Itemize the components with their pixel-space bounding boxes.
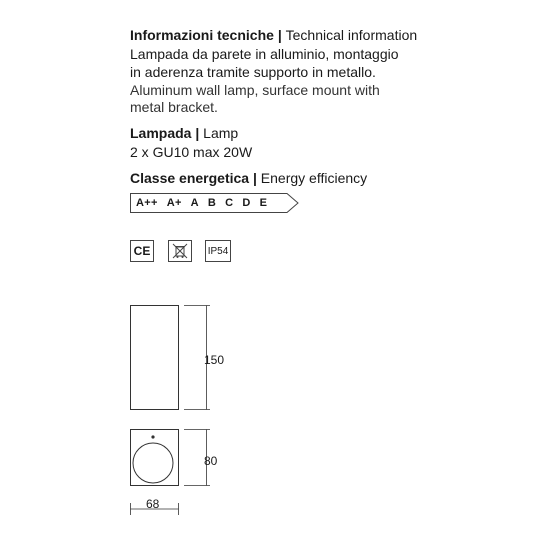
ip-rating-badge xyxy=(205,240,231,262)
energy-title-it: Classe energetica xyxy=(130,170,250,186)
technical-desc-it-2: in aderenza tramite supporto in metallo. xyxy=(130,64,376,80)
energy-class-d: D xyxy=(242,196,251,209)
separator: | xyxy=(195,125,204,141)
weee-bin-icon xyxy=(168,240,192,262)
lamp-lens-circle xyxy=(133,443,173,483)
ip-rating-label: IP54 xyxy=(207,245,229,257)
mount-point xyxy=(151,435,154,438)
energy-class-c: C xyxy=(225,196,234,209)
energy-class-a: A xyxy=(190,196,199,209)
height-dimension-label: 150 xyxy=(204,353,225,367)
energy-heading xyxy=(130,170,367,187)
energy-class-ap: A+ xyxy=(166,196,182,209)
energy-classes xyxy=(130,193,300,212)
technical-title-en: Technical information xyxy=(285,27,418,43)
energy-title-en: Energy efficiency xyxy=(260,170,368,186)
lamp-side-view xyxy=(131,306,179,410)
separator: | xyxy=(252,170,261,186)
lamp-value: 2 x GU10 max 20W xyxy=(130,144,253,160)
dimension-drawing xyxy=(120,295,240,525)
lamp-top-view xyxy=(131,430,179,486)
technical-heading xyxy=(130,27,417,44)
width-dimension-label: 68 xyxy=(146,497,160,511)
lamp-heading xyxy=(130,125,238,142)
depth-dimension-label: 80 xyxy=(204,454,218,468)
ce-mark-label: CE xyxy=(133,244,151,258)
technical-desc-en-1: Aluminum wall lamp, surface mount with xyxy=(130,82,380,98)
ce-mark-icon xyxy=(130,240,154,262)
technical-desc-en-2: metal bracket. xyxy=(130,99,218,115)
energy-class-e: E xyxy=(259,196,268,209)
technical-desc-it-1: Lampada da parete in alluminio, montaggio xyxy=(130,46,399,62)
energy-class-b: B xyxy=(207,196,217,209)
lamp-title-it: Lampada xyxy=(130,125,192,141)
lamp-title-en: Lamp xyxy=(203,125,239,141)
separator: | xyxy=(277,27,286,43)
energy-class-app: A++ xyxy=(136,196,158,209)
technical-title-it: Informazioni tecniche xyxy=(130,27,274,43)
